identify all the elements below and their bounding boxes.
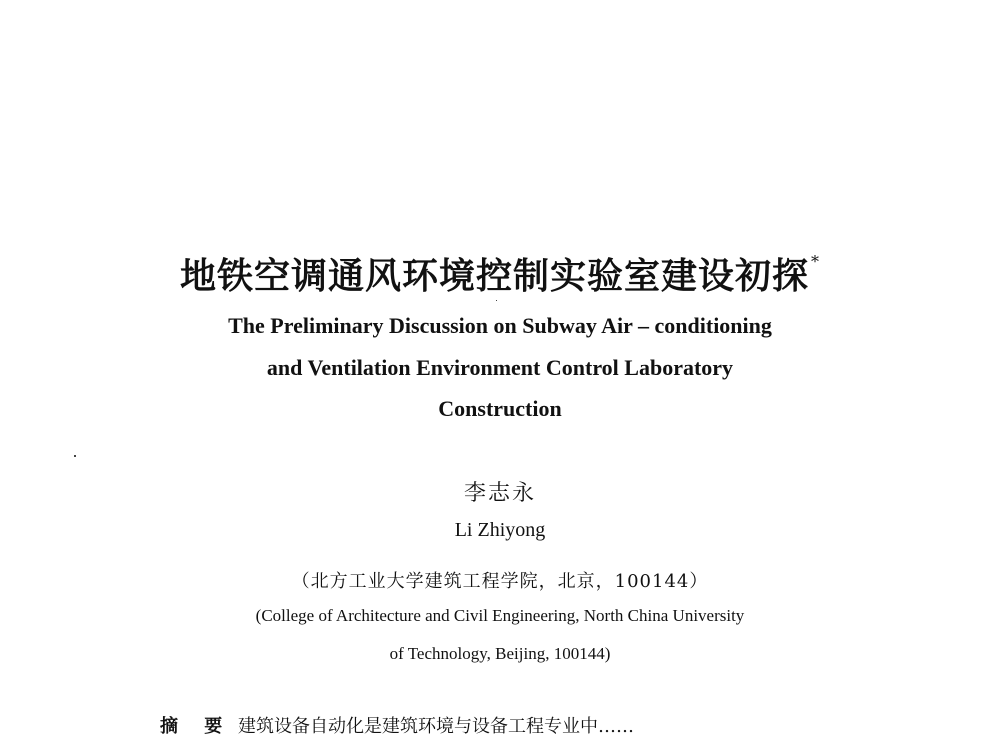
title-zh-text: 地铁空调通风环境控制实验室建设初探 — [179, 255, 809, 297]
abstract-label: 摘 要 — [160, 716, 233, 737]
author-name-en: Li Zhiyong — [454, 519, 546, 541]
scan-artifact-dot — [74, 455, 76, 457]
affiliation-en-line-1: (College of Architecture and Civil Engineering, North China University — [255, 606, 745, 625]
paper-title-en-line-1: The Preliminary Discussion on Subway Air – conditioning — [228, 313, 772, 338]
abstract-partial-line — [160, 712, 840, 738]
scan-artifact-dot — [496, 300, 497, 301]
paper-title-en-line-2: and Ventilation Environment Control Laboratory — [266, 355, 734, 380]
abstract-text: 建筑设备自动化是建筑环境与设备工程专业中…… — [238, 716, 635, 737]
affiliation-zh: （北方工业大学建筑工程学院，北京，100144） — [291, 571, 709, 592]
affiliation-en-line-2: of Technology, Beijing, 100144) — [389, 644, 611, 663]
paper-title-en-line-3: Construction — [438, 396, 562, 421]
title-footnote-mark: * — [811, 252, 820, 271]
author-name-zh: 李志永 — [463, 481, 536, 506]
paper-title-zh — [0, 248, 1000, 299]
